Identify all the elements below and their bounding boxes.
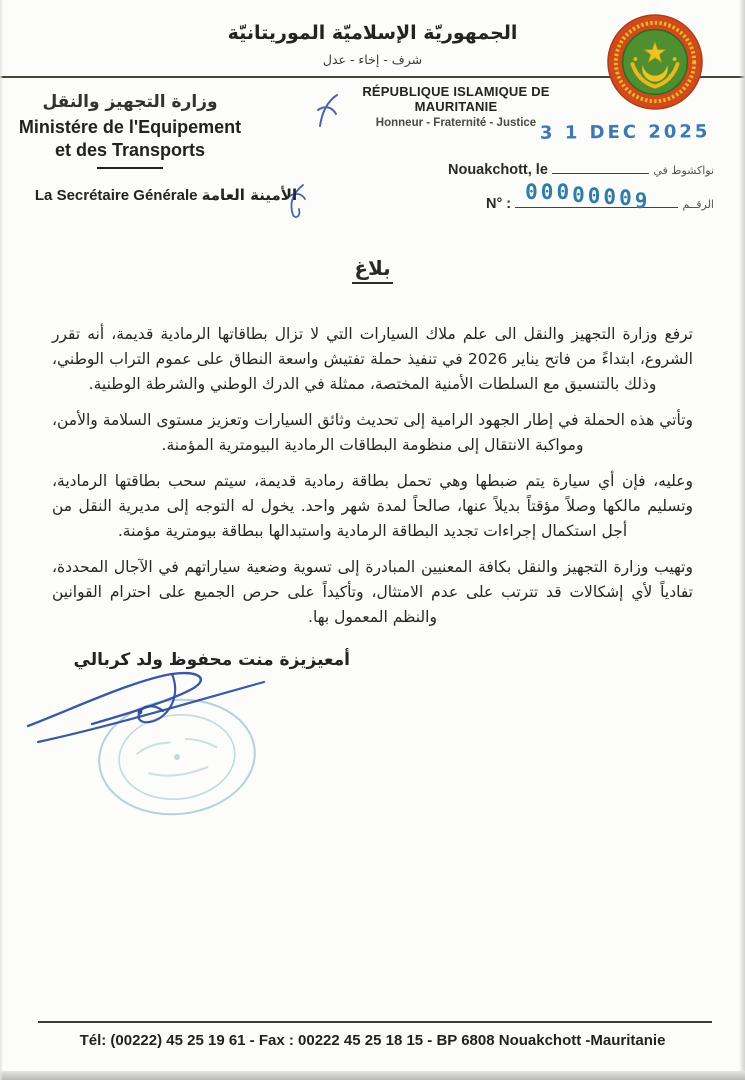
footer-divider-line — [38, 1021, 712, 1023]
ministry-name-french-line1: Ministére de l'Equipement — [18, 117, 242, 137]
french-motto: Honneur - Fraternité - Justice — [375, 117, 537, 129]
blank-line — [515, 180, 678, 213]
office-title-french: La Secrétaire Générale — [34, 187, 198, 204]
handwritten-signature-icon — [22, 664, 270, 750]
ministry-name-arabic: وزارة التجهيز والنقل — [42, 92, 218, 112]
place-label-arabic: نواكشوط في — [653, 164, 714, 177]
office-title-arabic: الأمينة العامة — [201, 186, 298, 204]
document-title-wrap — [0, 256, 745, 284]
place-date-line — [448, 162, 714, 178]
reference-number-line — [486, 180, 714, 213]
ministry-block — [14, 92, 246, 169]
body-paragraph: ترفع وزارة التجهيز والنقل الى علم ملاك السيارات التي لا تزال بطاقاتها الرمادية قديمة، أنه تقرر الشروع، ابتداءً من فاتح يناير 2026 في تنفيذ حملة تفتيش واسعة النطاق على عموم التراب الوطني، وذلك بالتنسيق مع السلطات الأمنية المختصة، ممثلة في الدرك الوطني والشرطة الوطنية. — [52, 325, 693, 393]
signatory-name: أمعيزيزة منت محفوظ ولد كربالي — [73, 650, 350, 670]
arabic-motto: شرف - إخاء - عدل — [322, 52, 423, 67]
scan-edge — [0, 0, 3, 1080]
arabic-republic-title: الجمهوريّة الإسلاميّة الموريتانيّة — [227, 22, 518, 44]
document-title: بلاغ — [352, 256, 392, 284]
footer-contact-info: Tél: (00222) 45 25 19 61 - Fax : 00222 45 25 18 15 - BP 6808 Nouakchott -Mauritanie — [79, 1032, 666, 1049]
number-label-arabic: الرقــم — [682, 198, 714, 211]
scan-edge — [739, 0, 745, 1080]
ministry-underline — [97, 167, 163, 169]
body-paragraph: وتهيب وزارة التجهيز والنقل بكافة المعنيين المبادرة إلى تسوية وضعية سياراتهم في الآجال المحددة، تفادياً لأي إشكالات قد تترتب على عدم الامتثال، وتأكيداً على حرص الجميع على احترام القوانين والنظم المعمول بها. — [52, 558, 693, 626]
body-paragraph: وتأتي هذه الحملة في إطار الجهود الرامية إلى تحديث وثائق السيارات وتعزيز مستوى السلامة والأمن، ومواكبة الانتقال إلى منظومة البطاقات الرمادية البيومترية المؤمنة. — [52, 411, 693, 454]
date-stamp: 3 1 DEC 2025 — [539, 121, 711, 144]
blank-line — [552, 162, 649, 174]
reference-number-stamp: 00000009 — [525, 180, 651, 213]
pen-paraph-icon — [314, 92, 340, 132]
ministry-name-french-line2: et des Transports — [54, 140, 206, 161]
body-paragraph: وعليه، فإن أي سيارة يتم ضبطها وهي تحمل بطاقة رمادية قديمة، سيتم سحب بطاقتها الرمادية، وتسليم مالكها وصلاً مؤقتاً بديلاً عنها، صالحاً لمدة شهر واحد. يخول له التوجه إلى مديرية النقل من أجل استكمال إجراءات تجديد البطاقة الرمادية واستبدالها ببطاقة بيومترية مؤمنة. — [52, 472, 693, 540]
state-seal-icon — [606, 13, 704, 111]
number-label-french: N° : — [486, 196, 512, 212]
office-line — [26, 186, 306, 204]
scan-edge — [0, 1071, 745, 1080]
french-republic-title: RÉPUBLIQUE ISLAMIQUE DE MAURITANIE — [362, 84, 550, 114]
letter-body — [52, 322, 693, 641]
place-label-french: Nouakchott, le — [448, 162, 548, 178]
